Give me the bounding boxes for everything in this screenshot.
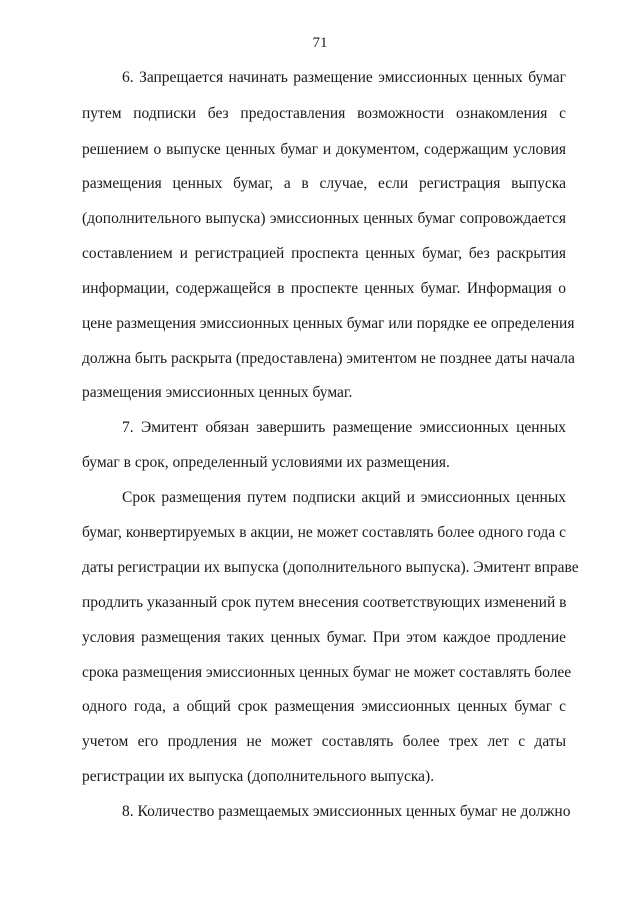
paragraph-6-line-3: решением о выпуске ценных бумаг и документом, содержащим условия <box>82 141 566 158</box>
paragraph-6-line-5: (дополнительного выпуска) эмиссионных ценных бумаг сопровождается <box>82 210 566 227</box>
paragraph-term-line-7: одного года, а общий срок размещения эмиссионных ценных бумаг с <box>82 698 566 715</box>
paragraph-6-line-1: 6. Запрещается начинать размещение эмиссионных ценных бумаг <box>122 69 566 86</box>
paragraph-term-line-3: даты регистрации их выпуска (дополнительного выпуска). Эмитент вправе <box>82 559 579 576</box>
paragraph-term-line-1: Срок размещения путем подписки акций и эмиссионных ценных <box>122 489 566 506</box>
paragraph-term-line-9: регистрации их выпуска (дополнительного выпуска). <box>82 768 435 785</box>
paragraph-7-line-2: бумаг в срок, определенный условиями их размещения. <box>82 454 450 471</box>
paragraph-6-line-2: путем подписки без предоставления возможности ознакомления с <box>82 105 566 122</box>
paragraph-6-line-8: цене размещения эмиссионных ценных бумаг или порядке ее определения <box>82 315 575 332</box>
paragraph-term-line-5: условия размещения таких ценных бумаг. При этом каждое продление <box>82 629 566 646</box>
paragraph-6-line-4: размещения ценных бумаг, а в случае, если регистрация выпуска <box>82 175 566 192</box>
paragraph-6-line-9: должна быть раскрыта (предоставлена) эмитентом не позднее даты начала <box>82 350 575 367</box>
paragraph-7-line-1: 7. Эмитент обязан завершить размещение эмиссионных ценных <box>122 419 566 436</box>
page-number: 71 <box>312 35 328 51</box>
paragraph-term-line-8: учетом его продления не может составлять более трех лет с даты <box>82 733 566 750</box>
paragraph-term-line-6: срока размещения эмиссионных ценных бумаг не может составлять более <box>82 664 572 681</box>
paragraph-term-line-2: бумаг, конвертируемых в акции, не может составлять более одного года с <box>82 524 566 541</box>
paragraph-6-line-7: информации, содержащейся в проспекте ценных бумаг. Информация о <box>82 280 566 297</box>
paragraph-term-line-4: продлить указанный срок путем внесения соответствующих изменений в <box>82 594 567 611</box>
paragraph-6-line-10: размещения эмиссионных ценных бумаг. <box>82 384 353 401</box>
paragraph-8-line-1: 8. Количество размещаемых эмиссионных ценных бумаг не должно <box>122 803 571 820</box>
paragraph-6-line-6: составлением и регистрацией проспекта ценных бумаг, без раскрытия <box>82 245 566 262</box>
